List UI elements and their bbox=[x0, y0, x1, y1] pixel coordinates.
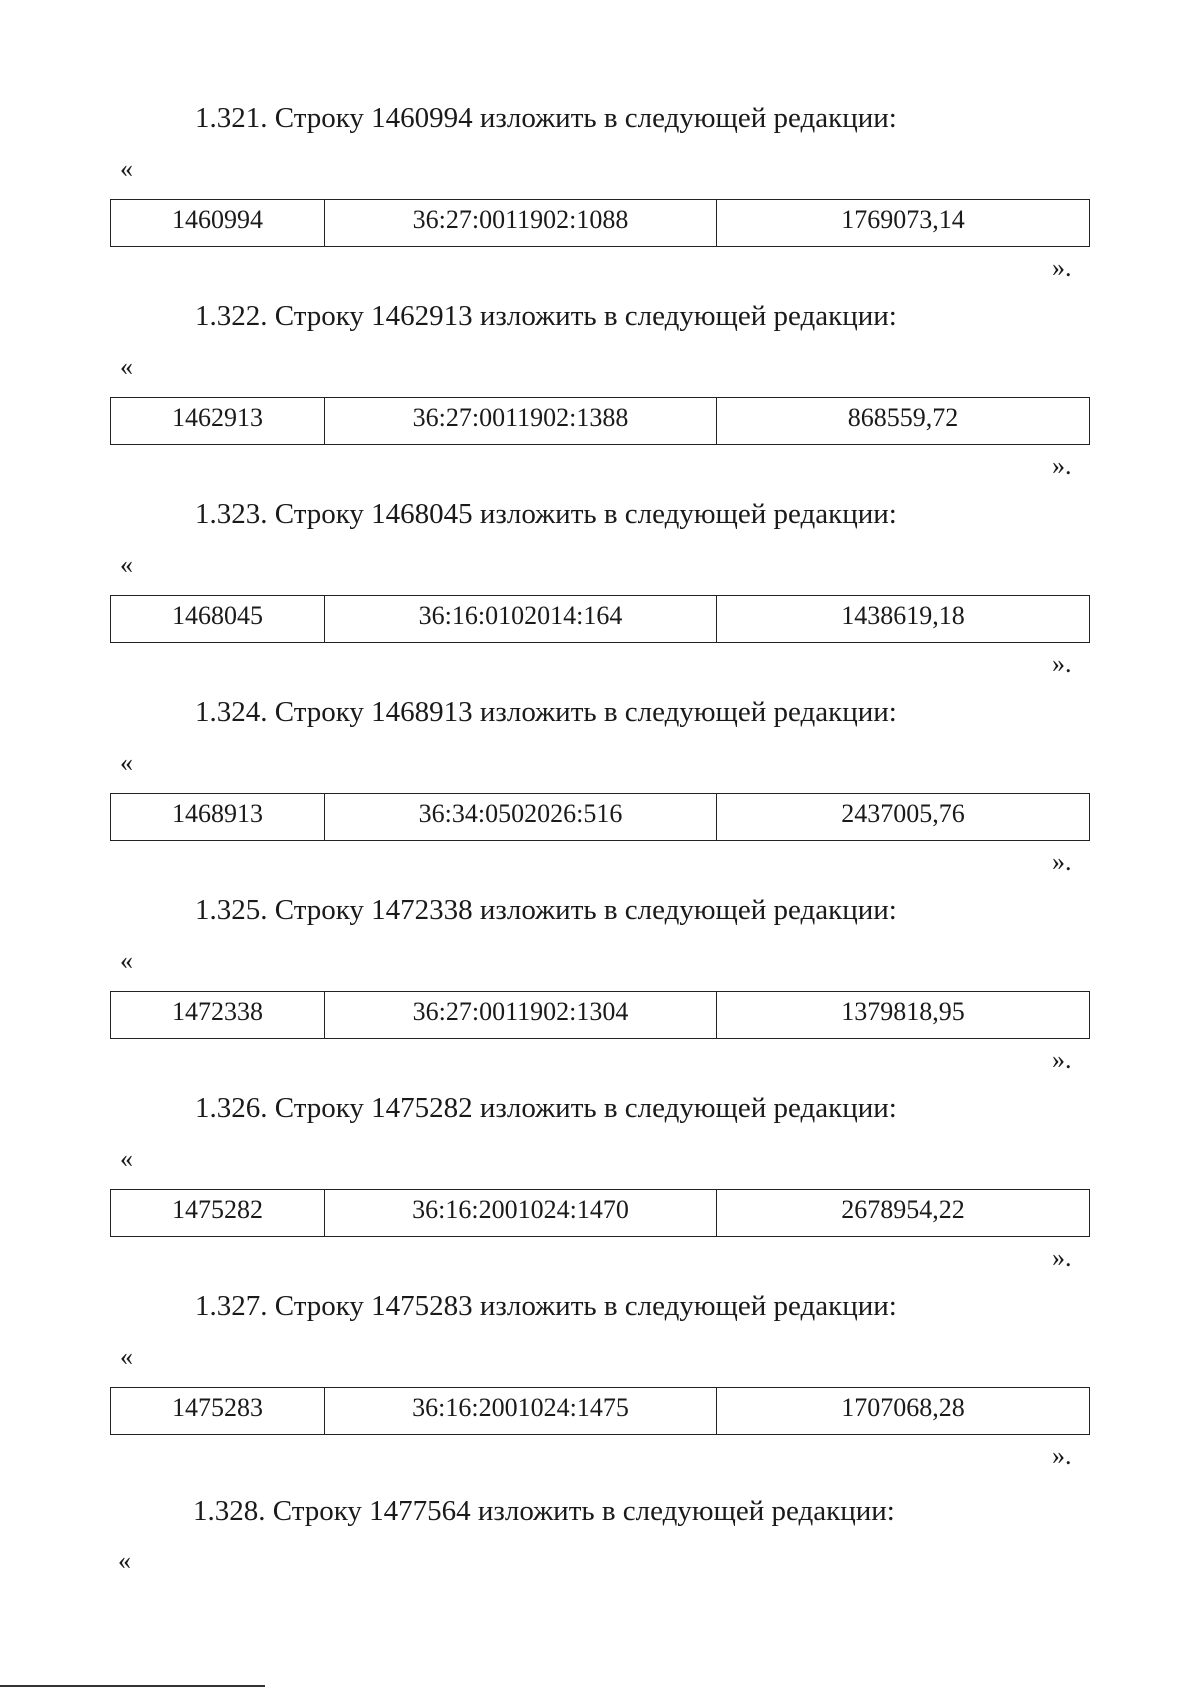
amendment-item bbox=[0, 893, 1200, 1091]
cadastral-value-cell: 1707068,28 bbox=[841, 1393, 965, 1422]
table-row bbox=[110, 397, 1090, 445]
amendment-heading: 1.323. Строку 1468045 изложить в следующей редакции: bbox=[195, 498, 897, 530]
table-row bbox=[110, 199, 1090, 247]
amendment-heading-last: 1.328. Строку 1477564 изложить в следующей редакции: bbox=[193, 1495, 895, 1527]
amendment-item bbox=[0, 299, 1200, 497]
close-quote: ». bbox=[1052, 1441, 1072, 1470]
open-quote: « bbox=[120, 748, 133, 777]
open-quote: « bbox=[120, 1342, 133, 1371]
cadastral-value-cell: 1769073,14 bbox=[841, 205, 965, 234]
row-number-cell: 1472338 bbox=[111, 992, 325, 1038]
close-quote: ». bbox=[1052, 847, 1072, 876]
cadastral-value-cell: 868559,72 bbox=[847, 403, 959, 432]
open-quote: « bbox=[120, 946, 133, 975]
table-row bbox=[110, 991, 1090, 1039]
cadastral-number-cell: 36:27:0011902:1088 bbox=[325, 200, 717, 246]
amendment-item bbox=[0, 1289, 1200, 1487]
row-number-cell: 1460994 bbox=[111, 200, 325, 246]
row-number-cell: 1468045 bbox=[111, 596, 325, 642]
cadastral-value-cell: 2678954,22 bbox=[841, 1195, 965, 1224]
open-quote: « bbox=[120, 154, 133, 183]
cadastral-value-cell: 1379818,95 bbox=[841, 997, 965, 1026]
table-row bbox=[110, 595, 1090, 643]
cadastral-number-cell: 36:16:2001024:1475 bbox=[325, 1388, 717, 1434]
close-quote: ». bbox=[1052, 253, 1072, 282]
cadastral-number-cell: 36:16:2001024:1470 bbox=[325, 1190, 717, 1236]
open-quote-last: « bbox=[118, 1546, 131, 1575]
table-row bbox=[110, 1387, 1090, 1435]
amendment-heading: 1.322. Строку 1462913 изложить в следующей редакции: bbox=[195, 300, 897, 332]
cadastral-number-cell: 36:27:0011902:1304 bbox=[325, 992, 717, 1038]
table-row bbox=[110, 793, 1090, 841]
open-quote: « bbox=[120, 352, 133, 381]
amendment-heading: 1.326. Строку 1475282 изложить в следующей редакции: bbox=[195, 1092, 897, 1124]
amendment-item bbox=[0, 695, 1200, 893]
cadastral-number-cell: 36:16:0102014:164 bbox=[325, 596, 717, 642]
row-number-cell: 1468913 bbox=[111, 794, 325, 840]
close-quote: ». bbox=[1052, 649, 1072, 678]
row-number-cell: 1475283 bbox=[111, 1388, 325, 1434]
amendment-heading: 1.324. Строку 1468913 изложить в следующей редакции: bbox=[195, 696, 897, 728]
cadastral-number-cell: 36:27:0011902:1388 bbox=[325, 398, 717, 444]
cadastral-number-cell: 36:34:0502026:516 bbox=[325, 794, 717, 840]
table-row bbox=[110, 1189, 1090, 1237]
close-quote: ». bbox=[1052, 1045, 1072, 1074]
amendment-item bbox=[0, 497, 1200, 695]
open-quote: « bbox=[120, 1144, 133, 1173]
close-quote: ». bbox=[1052, 451, 1072, 480]
row-number-cell: 1462913 bbox=[111, 398, 325, 444]
close-quote: ». bbox=[1052, 1243, 1072, 1272]
row-number-cell: 1475282 bbox=[111, 1190, 325, 1236]
amendment-heading: 1.321. Строку 1460994 изложить в следующей редакции: bbox=[195, 102, 897, 134]
cadastral-value-cell: 1438619,18 bbox=[841, 601, 965, 630]
amendment-heading: 1.325. Строку 1472338 изложить в следующей редакции: bbox=[195, 894, 897, 926]
cadastral-value-cell: 2437005,76 bbox=[841, 799, 965, 828]
amendment-item bbox=[0, 1091, 1200, 1289]
amendment-item bbox=[0, 101, 1200, 299]
page-edge-rule bbox=[0, 1685, 265, 1687]
amendment-heading: 1.327. Строку 1475283 изложить в следующей редакции: bbox=[195, 1290, 897, 1322]
open-quote: « bbox=[120, 550, 133, 579]
